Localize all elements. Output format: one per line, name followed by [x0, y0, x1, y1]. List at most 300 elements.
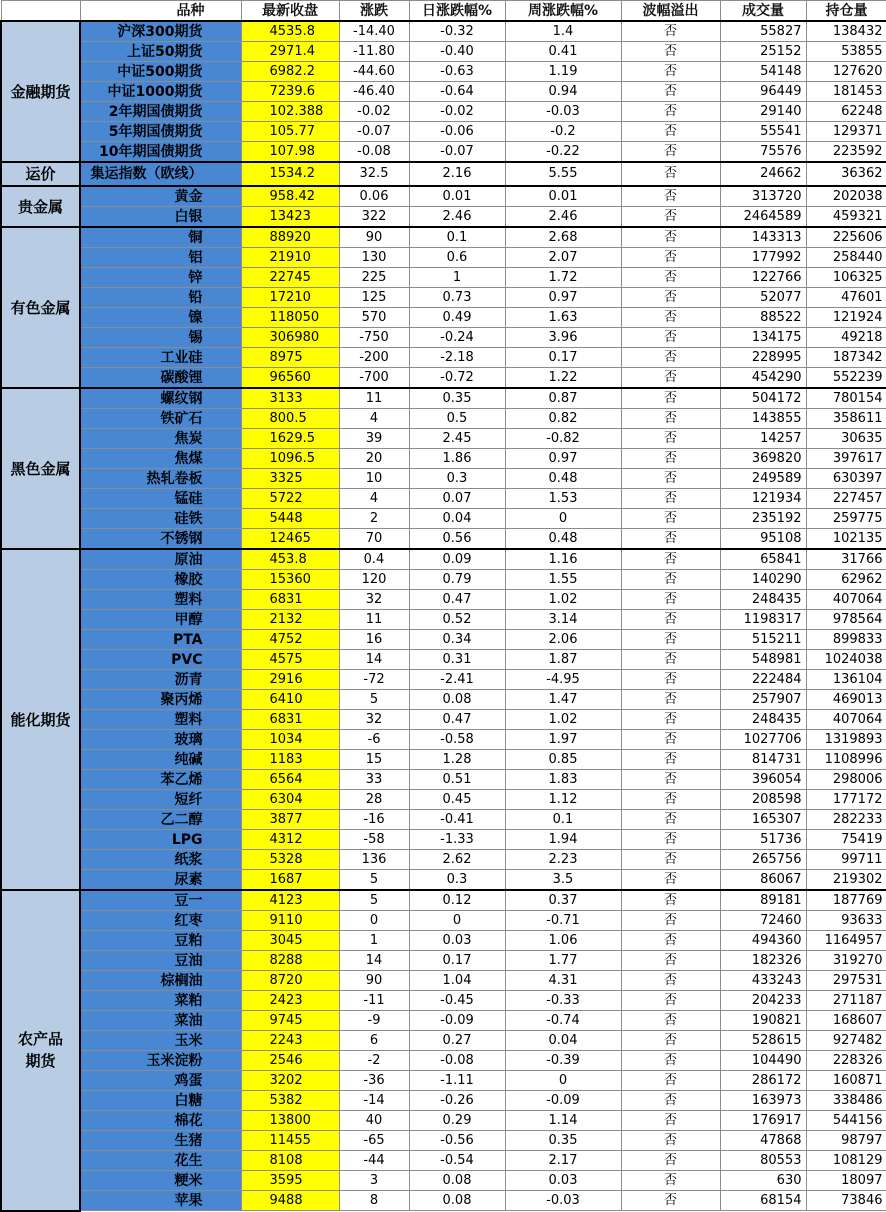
change-cell: -750 — [339, 328, 409, 348]
open-interest-cell: 552239 — [806, 368, 886, 389]
daily-change-pct-cell: 0.07 — [409, 489, 505, 509]
volume-cell: 29140 — [720, 102, 806, 122]
latest-close-cell: 9110 — [241, 911, 339, 931]
volatility-overflow-cell: 否 — [621, 42, 720, 62]
table-row — [1, 971, 886, 991]
volatility-overflow-cell: 否 — [621, 409, 720, 429]
volatility-overflow-cell: 否 — [621, 1071, 720, 1091]
variety-cell: 铝 — [80, 248, 241, 268]
volatility-overflow-cell: 否 — [621, 348, 720, 368]
change-cell: 120 — [339, 570, 409, 590]
variety-cell: 菜粕 — [80, 991, 241, 1011]
volume-cell: 24662 — [720, 162, 806, 186]
volume-cell: 814731 — [720, 750, 806, 770]
group-label: 能化期货 — [1, 549, 80, 890]
open-interest-cell: 407064 — [806, 710, 886, 730]
change-cell: 11 — [339, 388, 409, 409]
open-interest-cell: 407064 — [806, 590, 886, 610]
latest-close-cell: 5448 — [241, 509, 339, 529]
volatility-overflow-cell: 否 — [621, 630, 720, 650]
weekly-change-pct-cell: 2.17 — [505, 1151, 621, 1171]
latest-close-cell: 4535.8 — [241, 21, 339, 42]
latest-close-cell: 5722 — [241, 489, 339, 509]
daily-change-pct-cell: -2.41 — [409, 670, 505, 690]
volatility-overflow-cell: 否 — [621, 1131, 720, 1151]
latest-close-cell: 1629.5 — [241, 429, 339, 449]
open-interest-cell: 187769 — [806, 890, 886, 911]
volume-cell: 25152 — [720, 42, 806, 62]
volatility-overflow-cell: 否 — [621, 207, 720, 228]
table-row — [1, 810, 886, 830]
daily-change-pct-cell: 0.3 — [409, 469, 505, 489]
table-row — [1, 469, 886, 489]
daily-change-pct-cell: -1.11 — [409, 1071, 505, 1091]
daily-change-pct-cell: 0.51 — [409, 770, 505, 790]
volatility-overflow-cell: 否 — [621, 1091, 720, 1111]
change-cell: 90 — [339, 971, 409, 991]
daily-change-pct-cell: 2.16 — [409, 162, 505, 186]
volatility-overflow-cell: 否 — [621, 870, 720, 891]
open-interest-cell: 129371 — [806, 122, 886, 142]
open-interest-cell: 73846 — [806, 1191, 886, 1211]
weekly-change-pct-cell: 0.82 — [505, 409, 621, 429]
volatility-overflow-cell: 否 — [621, 690, 720, 710]
volatility-overflow-cell: 否 — [621, 951, 720, 971]
table-row — [1, 770, 886, 790]
change-cell: 0.4 — [339, 549, 409, 570]
table-row — [1, 1011, 886, 1031]
variety-cell: 焦煤 — [80, 449, 241, 469]
open-interest-cell: 18097 — [806, 1171, 886, 1191]
weekly-change-pct-cell: 2.06 — [505, 630, 621, 650]
variety-cell: 棉花 — [80, 1111, 241, 1131]
volume-cell: 1198317 — [720, 610, 806, 630]
open-interest-cell: 358611 — [806, 409, 886, 429]
daily-change-pct-cell: 2.45 — [409, 429, 505, 449]
table-row — [1, 630, 886, 650]
volatility-overflow-cell: 否 — [621, 268, 720, 288]
volatility-overflow-cell: 否 — [621, 670, 720, 690]
latest-close-cell: 6304 — [241, 790, 339, 810]
change-cell: -11.80 — [339, 42, 409, 62]
weekly-change-pct-cell: 0.04 — [505, 1031, 621, 1051]
weekly-change-pct-cell: 2.07 — [505, 248, 621, 268]
weekly-change-pct-cell: 1.53 — [505, 489, 621, 509]
latest-close-cell: 2546 — [241, 1051, 339, 1071]
table-row — [1, 931, 886, 951]
latest-close-cell: 306980 — [241, 328, 339, 348]
volume-cell: 140290 — [720, 570, 806, 590]
table-row — [1, 710, 886, 730]
open-interest-cell: 228326 — [806, 1051, 886, 1071]
table-row — [1, 529, 886, 550]
daily-change-pct-cell: -0.45 — [409, 991, 505, 1011]
change-cell: 14 — [339, 650, 409, 670]
daily-change-pct-cell: -0.64 — [409, 82, 505, 102]
daily-change-pct-cell: 0.49 — [409, 308, 505, 328]
volume-cell: 515211 — [720, 630, 806, 650]
open-interest-cell: 99711 — [806, 850, 886, 870]
table-row — [1, 368, 886, 389]
volatility-overflow-cell: 否 — [621, 162, 720, 186]
latest-close-cell: 4312 — [241, 830, 339, 850]
volatility-overflow-cell: 否 — [621, 750, 720, 770]
latest-close-cell: 3595 — [241, 1171, 339, 1191]
header-open-interest: 持仓量 — [806, 1, 886, 22]
volatility-overflow-cell: 否 — [621, 102, 720, 122]
open-interest-cell: 899833 — [806, 630, 886, 650]
volume-cell: 1027706 — [720, 730, 806, 750]
variety-cell: 苯乙烯 — [80, 770, 241, 790]
table-row — [1, 730, 886, 750]
latest-close-cell: 3202 — [241, 1071, 339, 1091]
volatility-overflow-cell: 否 — [621, 810, 720, 830]
table-row — [1, 142, 886, 163]
daily-change-pct-cell: 0.52 — [409, 610, 505, 630]
volume-cell: 165307 — [720, 810, 806, 830]
weekly-change-pct-cell: 1.63 — [505, 308, 621, 328]
volume-cell: 369820 — [720, 449, 806, 469]
volatility-overflow-cell: 否 — [621, 529, 720, 550]
latest-close-cell: 2132 — [241, 610, 339, 630]
change-cell: -700 — [339, 368, 409, 389]
change-cell: 0.06 — [339, 186, 409, 207]
daily-change-pct-cell: 0.47 — [409, 710, 505, 730]
weekly-change-pct-cell: 1.47 — [505, 690, 621, 710]
change-cell: 5 — [339, 690, 409, 710]
daily-change-pct-cell: 0.08 — [409, 690, 505, 710]
latest-close-cell: 9488 — [241, 1191, 339, 1211]
volatility-overflow-cell: 否 — [621, 509, 720, 529]
open-interest-cell: 127620 — [806, 62, 886, 82]
variety-cell: 中证1000期货 — [80, 82, 241, 102]
change-cell: 4 — [339, 489, 409, 509]
volume-cell: 88522 — [720, 308, 806, 328]
table-row — [1, 388, 886, 409]
latest-close-cell: 105.77 — [241, 122, 339, 142]
table-row — [1, 82, 886, 102]
change-cell: 6 — [339, 1031, 409, 1051]
volume-cell: 143855 — [720, 409, 806, 429]
volume-cell: 454290 — [720, 368, 806, 389]
change-cell: -11 — [339, 991, 409, 1011]
latest-close-cell: 9745 — [241, 1011, 339, 1031]
open-interest-cell: 136104 — [806, 670, 886, 690]
latest-close-cell: 3133 — [241, 388, 339, 409]
volatility-overflow-cell: 否 — [621, 21, 720, 42]
open-interest-cell: 181453 — [806, 82, 886, 102]
variety-cell: 上证50期货 — [80, 42, 241, 62]
latest-close-cell: 6410 — [241, 690, 339, 710]
open-interest-cell: 138432 — [806, 21, 886, 42]
change-cell: -58 — [339, 830, 409, 850]
volume-cell: 222484 — [720, 670, 806, 690]
weekly-change-pct-cell: 1.02 — [505, 590, 621, 610]
group-label: 贵金属 — [1, 186, 80, 227]
change-cell: 130 — [339, 248, 409, 268]
daily-change-pct-cell: 0.1 — [409, 227, 505, 248]
open-interest-cell: 187342 — [806, 348, 886, 368]
weekly-change-pct-cell: 4.31 — [505, 971, 621, 991]
weekly-change-pct-cell: 0.17 — [505, 348, 621, 368]
table-row — [1, 549, 886, 570]
daily-change-pct-cell: -0.63 — [409, 62, 505, 82]
change-cell: 125 — [339, 288, 409, 308]
open-interest-cell: 1108996 — [806, 750, 886, 770]
change-cell: 2 — [339, 509, 409, 529]
variety-cell: 中证500期货 — [80, 62, 241, 82]
daily-change-pct-cell: 2.62 — [409, 850, 505, 870]
weekly-change-pct-cell: 1.19 — [505, 62, 621, 82]
variety-cell: 玉米淀粉 — [80, 1051, 241, 1071]
open-interest-cell: 223592 — [806, 142, 886, 163]
change-cell: 70 — [339, 529, 409, 550]
volume-cell: 55541 — [720, 122, 806, 142]
open-interest-cell: 49218 — [806, 328, 886, 348]
variety-cell: 锌 — [80, 268, 241, 288]
table-row — [1, 42, 886, 62]
latest-close-cell: 2243 — [241, 1031, 339, 1051]
volume-cell: 143313 — [720, 227, 806, 248]
table-row — [1, 429, 886, 449]
daily-change-pct-cell: 0.31 — [409, 650, 505, 670]
volume-cell: 494360 — [720, 931, 806, 951]
table-row — [1, 690, 886, 710]
volume-cell: 134175 — [720, 328, 806, 348]
header-volume: 成交量 — [720, 1, 806, 22]
latest-close-cell: 2971.4 — [241, 42, 339, 62]
daily-change-pct-cell: -0.56 — [409, 1131, 505, 1151]
weekly-change-pct-cell: 0 — [505, 1071, 621, 1091]
table-row — [1, 328, 886, 348]
latest-close-cell: 22745 — [241, 268, 339, 288]
weekly-change-pct-cell: 3.5 — [505, 870, 621, 891]
open-interest-cell: 780154 — [806, 388, 886, 409]
table-row — [1, 1071, 886, 1091]
volume-cell: 257907 — [720, 690, 806, 710]
volatility-overflow-cell: 否 — [621, 62, 720, 82]
change-cell: 28 — [339, 790, 409, 810]
weekly-change-pct-cell: -0.09 — [505, 1091, 621, 1111]
variety-cell: 10年期国债期货 — [80, 142, 241, 163]
variety-cell: 花生 — [80, 1151, 241, 1171]
daily-change-pct-cell: 1 — [409, 268, 505, 288]
table-row — [1, 248, 886, 268]
open-interest-cell: 1164957 — [806, 931, 886, 951]
change-cell: 15 — [339, 750, 409, 770]
change-cell: 8 — [339, 1191, 409, 1211]
open-interest-cell: 459321 — [806, 207, 886, 228]
weekly-change-pct-cell: 1.97 — [505, 730, 621, 750]
volume-cell: 68154 — [720, 1191, 806, 1211]
change-cell: -14.40 — [339, 21, 409, 42]
volatility-overflow-cell: 否 — [621, 1051, 720, 1071]
daily-change-pct-cell: 0.5 — [409, 409, 505, 429]
header-volatility-overflow: 波幅溢出 — [621, 1, 720, 22]
weekly-change-pct-cell: 0.94 — [505, 82, 621, 102]
change-cell: 4 — [339, 409, 409, 429]
weekly-change-pct-cell: 1.83 — [505, 770, 621, 790]
open-interest-cell: 630397 — [806, 469, 886, 489]
volatility-overflow-cell: 否 — [621, 227, 720, 248]
latest-close-cell: 1534.2 — [241, 162, 339, 186]
variety-cell: 玉米 — [80, 1031, 241, 1051]
daily-change-pct-cell: 0.6 — [409, 248, 505, 268]
variety-cell: 集运指数（欧线） — [80, 162, 241, 186]
daily-change-pct-cell: -1.33 — [409, 830, 505, 850]
volume-cell: 52077 — [720, 288, 806, 308]
volume-cell: 89181 — [720, 890, 806, 911]
volatility-overflow-cell: 否 — [621, 710, 720, 730]
change-cell: -44.60 — [339, 62, 409, 82]
weekly-change-pct-cell: 1.02 — [505, 710, 621, 730]
table-row — [1, 288, 886, 308]
latest-close-cell: 13423 — [241, 207, 339, 228]
table-row — [1, 911, 886, 931]
volatility-overflow-cell: 否 — [621, 308, 720, 328]
latest-close-cell: 21910 — [241, 248, 339, 268]
header-weekly-change-pct: 周涨跌幅% — [505, 1, 621, 22]
latest-close-cell: 453.8 — [241, 549, 339, 570]
latest-close-cell: 107.98 — [241, 142, 339, 163]
open-interest-cell: 75419 — [806, 830, 886, 850]
volatility-overflow-cell: 否 — [621, 610, 720, 630]
variety-cell: 短纤 — [80, 790, 241, 810]
latest-close-cell: 3877 — [241, 810, 339, 830]
change-cell: 14 — [339, 951, 409, 971]
variety-cell: 不锈钢 — [80, 529, 241, 550]
change-cell: -0.08 — [339, 142, 409, 163]
group-label: 黑色金属 — [1, 388, 80, 549]
volume-cell: 75576 — [720, 142, 806, 163]
daily-change-pct-cell: 0.03 — [409, 931, 505, 951]
table-row — [1, 21, 886, 42]
weekly-change-pct-cell: 0.48 — [505, 469, 621, 489]
weekly-change-pct-cell: -0.33 — [505, 991, 621, 1011]
table-row — [1, 610, 886, 630]
variety-cell: 硅铁 — [80, 509, 241, 529]
change-cell: -46.40 — [339, 82, 409, 102]
latest-close-cell: 5382 — [241, 1091, 339, 1111]
volatility-overflow-cell: 否 — [621, 991, 720, 1011]
change-cell: -9 — [339, 1011, 409, 1031]
latest-close-cell: 8720 — [241, 971, 339, 991]
open-interest-cell: 106325 — [806, 268, 886, 288]
daily-change-pct-cell: 0.08 — [409, 1191, 505, 1211]
volatility-overflow-cell: 否 — [621, 830, 720, 850]
weekly-change-pct-cell: 1.4 — [505, 21, 621, 42]
volume-cell: 47868 — [720, 1131, 806, 1151]
latest-close-cell: 2916 — [241, 670, 339, 690]
weekly-change-pct-cell: 3.96 — [505, 328, 621, 348]
change-cell: 322 — [339, 207, 409, 228]
open-interest-cell: 225606 — [806, 227, 886, 248]
volatility-overflow-cell: 否 — [621, 1011, 720, 1031]
volatility-overflow-cell: 否 — [621, 489, 720, 509]
daily-change-pct-cell: 1.04 — [409, 971, 505, 991]
weekly-change-pct-cell: 2.46 — [505, 207, 621, 228]
open-interest-cell: 160871 — [806, 1071, 886, 1091]
volatility-overflow-cell: 否 — [621, 429, 720, 449]
latest-close-cell: 4752 — [241, 630, 339, 650]
volatility-overflow-cell: 否 — [621, 971, 720, 991]
weekly-change-pct-cell: 3.14 — [505, 610, 621, 630]
change-cell: -44 — [339, 1151, 409, 1171]
weekly-change-pct-cell: 0.97 — [505, 449, 621, 469]
volume-cell: 248435 — [720, 710, 806, 730]
change-cell: 39 — [339, 429, 409, 449]
volume-cell: 122766 — [720, 268, 806, 288]
volume-cell: 228995 — [720, 348, 806, 368]
variety-cell: 原油 — [80, 549, 241, 570]
daily-change-pct-cell: 0.34 — [409, 630, 505, 650]
variety-cell: 尿素 — [80, 870, 241, 891]
group-label: 农产品 期货 — [1, 890, 80, 1211]
change-cell: 32 — [339, 710, 409, 730]
change-cell: 5 — [339, 890, 409, 911]
table-row — [1, 650, 886, 670]
daily-change-pct-cell: -0.06 — [409, 122, 505, 142]
table-row — [1, 207, 886, 228]
volatility-overflow-cell: 否 — [621, 911, 720, 931]
volatility-overflow-cell: 否 — [621, 142, 720, 163]
table-row — [1, 489, 886, 509]
open-interest-cell: 298006 — [806, 770, 886, 790]
open-interest-cell: 258440 — [806, 248, 886, 268]
variety-cell: 铅 — [80, 288, 241, 308]
daily-change-pct-cell: -0.02 — [409, 102, 505, 122]
group-label: 金融期货 — [1, 21, 80, 162]
daily-change-pct-cell: 1.28 — [409, 750, 505, 770]
group-label: 有色金属 — [1, 227, 80, 388]
table-row — [1, 409, 886, 429]
latest-close-cell: 6564 — [241, 770, 339, 790]
table-row — [1, 951, 886, 971]
open-interest-cell: 62248 — [806, 102, 886, 122]
table-row — [1, 102, 886, 122]
weekly-change-pct-cell: -0.22 — [505, 142, 621, 163]
volatility-overflow-cell: 否 — [621, 1151, 720, 1171]
weekly-change-pct-cell: 0.03 — [505, 1171, 621, 1191]
volume-cell: 121934 — [720, 489, 806, 509]
open-interest-cell: 202038 — [806, 186, 886, 207]
volume-cell: 548981 — [720, 650, 806, 670]
volatility-overflow-cell: 否 — [621, 186, 720, 207]
daily-change-pct-cell: -0.26 — [409, 1091, 505, 1111]
change-cell: 0 — [339, 911, 409, 931]
weekly-change-pct-cell: 1.77 — [505, 951, 621, 971]
table-row — [1, 790, 886, 810]
daily-change-pct-cell: 0.35 — [409, 388, 505, 409]
latest-close-cell: 118050 — [241, 308, 339, 328]
volume-cell: 104490 — [720, 1051, 806, 1071]
latest-close-cell: 8975 — [241, 348, 339, 368]
latest-close-cell: 958.42 — [241, 186, 339, 207]
header-change: 涨跌 — [339, 1, 409, 22]
variety-cell: 镍 — [80, 308, 241, 328]
table-row — [1, 830, 886, 850]
open-interest-cell: 319270 — [806, 951, 886, 971]
change-cell: 1 — [339, 931, 409, 951]
volume-cell: 176917 — [720, 1111, 806, 1131]
table-row — [1, 670, 886, 690]
change-cell: 40 — [339, 1111, 409, 1131]
open-interest-cell: 297531 — [806, 971, 886, 991]
volatility-overflow-cell: 否 — [621, 122, 720, 142]
volume-cell: 190821 — [720, 1011, 806, 1031]
table-row — [1, 1131, 886, 1151]
latest-close-cell: 12465 — [241, 529, 339, 550]
